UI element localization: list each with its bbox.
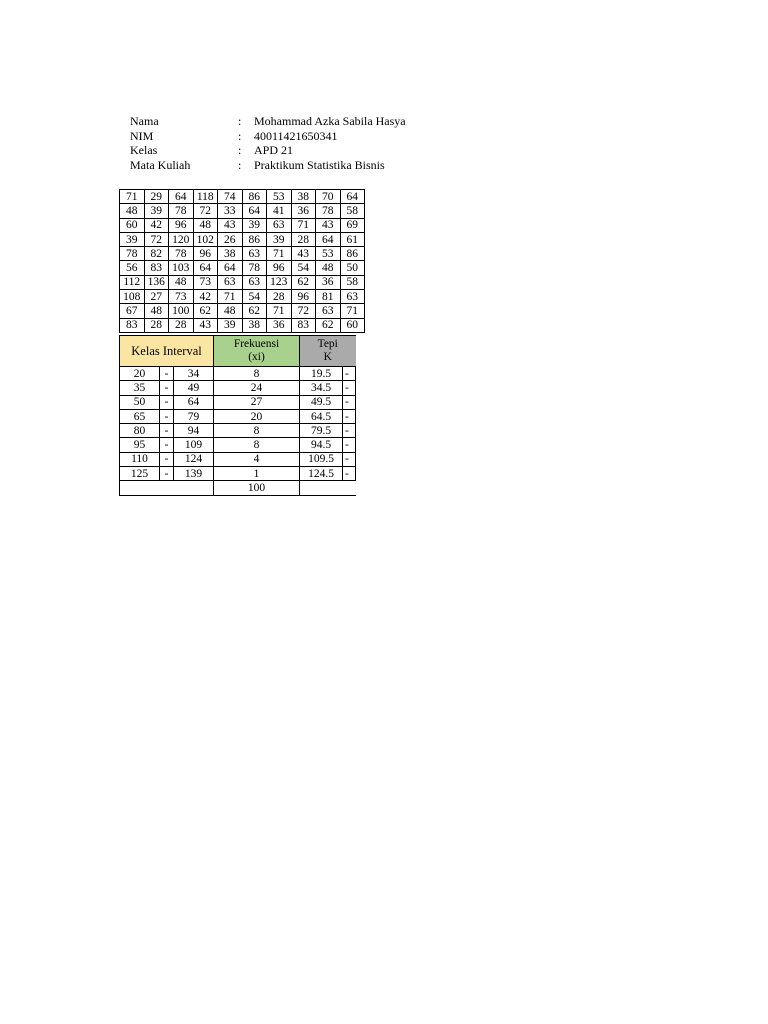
- class-lower: 20: [120, 367, 160, 381]
- frequency-cell: 8: [214, 438, 300, 452]
- class-upper: 34: [174, 367, 214, 381]
- raw-cell: 43: [218, 218, 243, 232]
- raw-cell: 78: [120, 247, 145, 261]
- raw-row: [120, 190, 365, 204]
- info-value: Mohammad Azka Sabila Hasya: [254, 114, 406, 128]
- raw-cell: 71: [267, 247, 292, 261]
- info-label: Kelas: [130, 143, 158, 157]
- raw-cell: 38: [242, 318, 267, 332]
- raw-cell: 74: [218, 190, 243, 204]
- raw-row: [120, 261, 365, 275]
- raw-cell: 96: [291, 290, 316, 304]
- raw-cell: 48: [193, 218, 218, 232]
- header-frekuensi-line2: (xi): [248, 351, 265, 363]
- raw-cell: 48: [218, 304, 243, 318]
- raw-cell: 63: [218, 275, 243, 289]
- raw-cell: 96: [193, 247, 218, 261]
- info-label: Mata Kuliah: [130, 157, 191, 172]
- raw-cell: 72: [144, 232, 169, 246]
- raw-cell: 41: [267, 204, 292, 218]
- class-upper: 49: [174, 381, 214, 395]
- raw-cell: 71: [218, 290, 243, 304]
- raw-row: [120, 218, 365, 232]
- tepi-dash: -: [343, 381, 356, 395]
- raw-cell: 64: [193, 261, 218, 275]
- class-upper: 94: [174, 424, 214, 438]
- info-colon: :: [238, 114, 242, 128]
- raw-cell: 36: [267, 318, 292, 332]
- raw-cell: 54: [291, 261, 316, 275]
- raw-cell: 64: [340, 190, 365, 204]
- raw-cell: 86: [242, 232, 267, 246]
- class-lower: 110: [120, 452, 160, 466]
- raw-row: [120, 290, 365, 304]
- raw-cell: 54: [242, 290, 267, 304]
- raw-row: [120, 232, 365, 246]
- raw-cell: 53: [316, 247, 341, 261]
- raw-cell: 71: [267, 304, 292, 318]
- class-upper: 64: [174, 395, 214, 409]
- class-lower: 95: [120, 438, 160, 452]
- raw-cell: 38: [291, 190, 316, 204]
- tepi-lower: 79.5: [300, 424, 343, 438]
- info-value: 40011421650341: [254, 128, 338, 143]
- raw-cell: 28: [267, 290, 292, 304]
- freq-row: [120, 367, 356, 381]
- freq-row: [120, 395, 356, 409]
- info-value: Praktikum Statistika Bisnis: [254, 157, 385, 172]
- raw-cell: 62: [291, 275, 316, 289]
- info-value: APD 21: [254, 143, 294, 157]
- raw-cell: 48: [316, 261, 341, 275]
- raw-cell: 73: [169, 290, 194, 304]
- class-lower: 80: [120, 424, 160, 438]
- tepi-lower: 64.5: [300, 409, 343, 423]
- class-upper: 109: [174, 438, 214, 452]
- info-label: Nama: [130, 114, 159, 128]
- raw-cell: 28: [144, 318, 169, 332]
- freq-row: [120, 452, 356, 466]
- frequency-table: [119, 335, 356, 496]
- raw-cell: 63: [267, 218, 292, 232]
- raw-cell: 73: [193, 275, 218, 289]
- raw-cell: 58: [340, 204, 365, 218]
- raw-cell: 63: [340, 290, 365, 304]
- class-dash: -: [160, 467, 174, 481]
- info-colon: :: [238, 157, 242, 172]
- raw-cell: 63: [316, 304, 341, 318]
- total-frequency: 100: [214, 481, 300, 496]
- total-tail-cell: [300, 481, 356, 496]
- info-label: NIM: [130, 128, 154, 143]
- frequency-cell: 4: [214, 452, 300, 466]
- class-dash: -: [160, 381, 174, 395]
- raw-cell: 102: [193, 232, 218, 246]
- freq-row: [120, 467, 356, 481]
- raw-cell: 96: [267, 261, 292, 275]
- tepi-lower: 49.5: [300, 395, 343, 409]
- raw-cell: 72: [193, 204, 218, 218]
- tepi-lower: 94.5: [300, 438, 343, 452]
- raw-cell: 78: [242, 261, 267, 275]
- tepi-dash: -: [343, 438, 356, 452]
- frequency-cell: 27: [214, 395, 300, 409]
- raw-cell: 64: [218, 261, 243, 275]
- raw-cell: 64: [169, 190, 194, 204]
- raw-cell: 48: [144, 304, 169, 318]
- class-lower: 50: [120, 395, 160, 409]
- header-kelas-interval: Kelas Interval: [120, 336, 214, 367]
- raw-cell: 71: [291, 218, 316, 232]
- raw-cell: 36: [291, 204, 316, 218]
- class-dash: -: [160, 452, 174, 466]
- tepi-lower: 124.5: [300, 467, 343, 481]
- raw-cell: 71: [340, 304, 365, 318]
- raw-cell: 38: [218, 247, 243, 261]
- raw-cell: 64: [316, 232, 341, 246]
- raw-cell: 28: [291, 232, 316, 246]
- class-lower: 65: [120, 409, 160, 423]
- header-frekuensi: [214, 336, 300, 367]
- tepi-lower: 109.5: [300, 452, 343, 466]
- class-dash: -: [160, 367, 174, 381]
- raw-cell: 39: [267, 232, 292, 246]
- raw-row: [120, 247, 365, 261]
- raw-cell: 67: [120, 304, 145, 318]
- raw-cell: 63: [242, 275, 267, 289]
- raw-cell: 60: [340, 318, 365, 332]
- tepi-dash: -: [343, 424, 356, 438]
- class-lower: 35: [120, 381, 160, 395]
- raw-cell: 60: [120, 218, 145, 232]
- raw-cell: 61: [340, 232, 365, 246]
- tepi-dash: -: [343, 395, 356, 409]
- raw-cell: 39: [218, 318, 243, 332]
- frequency-cell: 20: [214, 409, 300, 423]
- raw-cell: 33: [218, 204, 243, 218]
- frequency-cell: 8: [214, 367, 300, 381]
- header-tepi-line1: Tepi: [317, 338, 338, 350]
- raw-cell: 42: [144, 218, 169, 232]
- raw-cell: 29: [144, 190, 169, 204]
- raw-cell: 86: [242, 190, 267, 204]
- header-tepi-line2: K: [323, 351, 332, 363]
- raw-row: [120, 204, 365, 218]
- class-dash: -: [160, 395, 174, 409]
- raw-cell: 83: [144, 261, 169, 275]
- freq-row: [120, 438, 356, 452]
- raw-cell: 36: [316, 275, 341, 289]
- raw-cell: 112: [120, 275, 145, 289]
- raw-cell: 39: [144, 204, 169, 218]
- raw-cell: 26: [218, 232, 243, 246]
- raw-cell: 62: [316, 318, 341, 332]
- raw-cell: 58: [340, 275, 365, 289]
- freq-row: [120, 424, 356, 438]
- raw-row: [120, 275, 365, 289]
- raw-data-table: [119, 189, 365, 333]
- raw-cell: 83: [291, 318, 316, 332]
- raw-cell: 27: [144, 290, 169, 304]
- header-frekuensi-line1: Frekuensi: [233, 338, 280, 350]
- tepi-dash: -: [343, 452, 356, 466]
- raw-cell: 78: [316, 204, 341, 218]
- raw-cell: 63: [242, 247, 267, 261]
- raw-cell: 64: [242, 204, 267, 218]
- raw-cell: 82: [144, 247, 169, 261]
- class-upper: 79: [174, 409, 214, 423]
- raw-cell: 96: [169, 218, 194, 232]
- raw-cell: 108: [120, 290, 145, 304]
- raw-cell: 136: [144, 275, 169, 289]
- raw-cell: 118: [193, 190, 218, 204]
- raw-cell: 72: [291, 304, 316, 318]
- raw-cell: 81: [316, 290, 341, 304]
- raw-cell: 62: [193, 304, 218, 318]
- freq-row: [120, 381, 356, 395]
- header-tepi: [300, 336, 356, 367]
- raw-row: [120, 318, 365, 332]
- raw-cell: 83: [120, 318, 145, 332]
- raw-cell: 78: [169, 247, 194, 261]
- raw-cell: 28: [169, 318, 194, 332]
- raw-cell: 78: [169, 204, 194, 218]
- raw-cell: 86: [340, 247, 365, 261]
- frequency-cell: 8: [214, 424, 300, 438]
- tepi-dash: -: [343, 467, 356, 481]
- raw-cell: 43: [193, 318, 218, 332]
- class-upper: 124: [174, 452, 214, 466]
- info-colon: :: [238, 128, 242, 143]
- class-upper: 139: [174, 467, 214, 481]
- raw-cell: 39: [120, 232, 145, 246]
- raw-cell: 48: [120, 204, 145, 218]
- frequency-cell: 24: [214, 381, 300, 395]
- raw-cell: 42: [193, 290, 218, 304]
- freq-row: [120, 409, 356, 423]
- info-colon: :: [238, 143, 242, 157]
- class-lower: 125: [120, 467, 160, 481]
- raw-cell: 120: [169, 232, 194, 246]
- raw-cell: 123: [267, 275, 292, 289]
- tepi-lower: 34.5: [300, 381, 343, 395]
- raw-cell: 50: [340, 261, 365, 275]
- raw-cell: 69: [340, 218, 365, 232]
- raw-cell: 56: [120, 261, 145, 275]
- class-dash: -: [160, 409, 174, 423]
- total-empty-cell: [120, 481, 214, 496]
- tepi-lower: 19.5: [300, 367, 343, 381]
- class-dash: -: [160, 424, 174, 438]
- raw-cell: 53: [267, 190, 292, 204]
- raw-row: [120, 304, 365, 318]
- raw-cell: 43: [316, 218, 341, 232]
- raw-cell: 39: [242, 218, 267, 232]
- raw-cell: 48: [169, 275, 194, 289]
- tepi-dash: -: [343, 409, 356, 423]
- raw-cell: 43: [291, 247, 316, 261]
- frequency-cell: 1: [214, 467, 300, 481]
- raw-cell: 70: [316, 190, 341, 204]
- tepi-dash: -: [343, 367, 356, 381]
- raw-cell: 62: [242, 304, 267, 318]
- raw-cell: 100: [169, 304, 194, 318]
- class-dash: -: [160, 438, 174, 452]
- raw-cell: 71: [120, 190, 145, 204]
- raw-cell: 103: [169, 261, 194, 275]
